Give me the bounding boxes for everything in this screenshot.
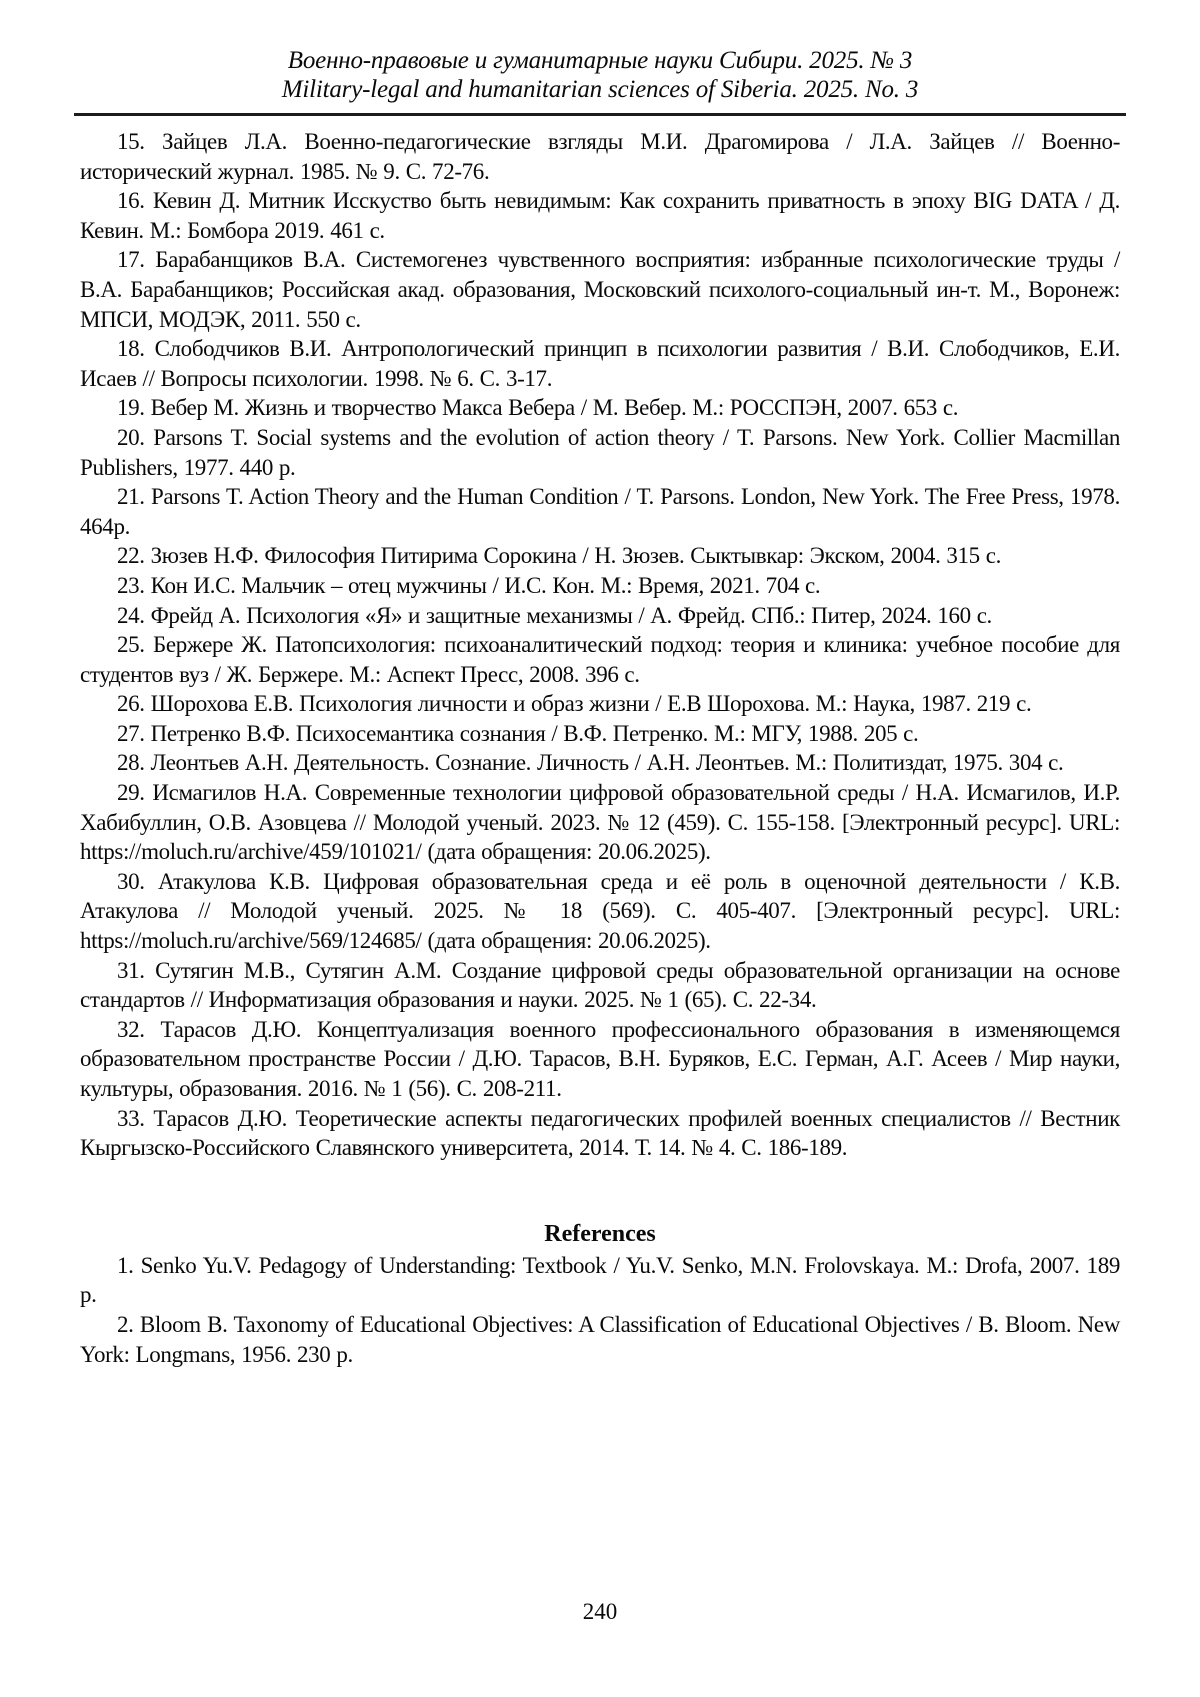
reference-item: 23. Кон И.С. Мальчик – отец мужчины / И.С. Кон. М.: Время, 2021. 704 с.	[117, 572, 821, 598]
reference-item: 22. Зюзев Н.Ф. Философия Питирима Сорокина / Н. Зюзев. Сыктывкар: Экском, 2004. 315 с.	[117, 543, 1001, 569]
reference-item: 26. Шорохова Е.В. Психология личности и образ жизни / Е.В Шорохова. М.: Наука, 1987. 219 с.	[117, 691, 1032, 717]
page-number: 240	[582, 1599, 618, 1624]
reference-item: 33. Тарасов Д.Ю. Теоретические аспекты педагогических профилей военных специалистов // Вестник Кыргызско-Российского Славянского университета, 2014. Т. 14. № 4. С. 186-189.	[80, 1105, 1120, 1161]
reference-item: 1. Senko Yu.V. Pedagogy of Understanding: Textbook / Yu.V. Senko, M.N. Frolovskaya. М.: Drofa, 2007. 189 p.	[80, 1252, 1120, 1308]
reference-item: 19. Вебер М. Жизнь и творчество Макса Вебера / М. Вебер. М.: РОССПЭН, 2007. 653 с.	[117, 395, 959, 421]
reference-item: 32. Тарасов Д.Ю. Концептуализация военного профессионального образования в изменяющемся образовательном пространстве России / Д.Ю. Тарасов, В.Н. Буряков, Е.С. Герман, А.Г. Асеев / Мир науки, культуры, образования. 2016. № 1 (56). С. 208-211.	[80, 1016, 1120, 1101]
reference-item: 21. Parsons T. Action Theory and the Human Condition / T. Parsons. London, New York. The Free Press, 1978. 464p.	[80, 484, 1120, 539]
reference-item: 25. Бержере Ж. Патопсихология: психоаналитический подход: теория и клиника: учебное пособие для студентов вуз / Ж. Бержере. М.: Аспект Пресс, 2008. 396 с.	[80, 632, 1120, 687]
reference-item: 20. Parsons T. Social systems and the evolution of action theory / T. Parsons. New York. Collier Macmillan Publishers, 1977. 440 p.	[80, 424, 1120, 480]
reference-item: 2. Bloom B. Taxonomy of Educational Objectives: A Classification of Educational Objectives / B. Bloom. New York: Longmans, 1956. 230 p.	[80, 1311, 1120, 1367]
references-heading: References	[544, 1220, 656, 1247]
reference-item: 29. Исмагилов Н.А. Современные технологии цифровой образовательной среды / Н.А. Исмагилов, И.Р. Хабибуллин, О.В. Азовцева // Молодой ученый. 2023. № 12 (459). С. 155-158. [Электронный ресурс]. URL: https://moluch.ru/archive/459/101021/ (дата обращения: 20.06.2025).	[80, 780, 1120, 865]
references-list-en	[80, 1251, 1120, 1369]
reference-item: 27. Петренко В.Ф. Психосемантика сознания / В.Ф. Петренко. М.: МГУ, 1988. 205 с.	[117, 720, 919, 746]
reference-item: 16. Кевин Д. Митник Исскуство быть невидимым: Как сохранить приватность в эпоху BIG DATA / Д. Кевин. М.: Бомбора 2019. 461 с.	[80, 188, 1120, 243]
reference-item: 31. Сутягин М.В., Сутягин А.М. Создание цифровой среды образовательной организации на основе стандартов // Информатизация образования и науки. 2025. № 1 (65). С. 22-34.	[80, 957, 1120, 1013]
journal-title-ru: Военно-правовые и гуманитарные науки Сибири. 2025. № 3	[287, 47, 913, 74]
journal-title-en: Military-legal and humanitarian sciences of Siberia. 2025. No. 3	[281, 76, 919, 103]
running-head	[0, 0, 1200, 104]
references-list-ru	[80, 127, 1120, 1369]
reference-item: 24. Фрейд А. Психология «Я» и защитные механизмы / А. Фрейд. СПб.: Питер, 2024. 160 с.	[117, 602, 992, 628]
reference-item: 15. Зайцев Л.А. Военно-педагогические взгляды М.И. Драгомирова / Л.А. Зайцев // Военно-исторический журнал. 1985. № 9. С. 72-76.	[80, 129, 1120, 184]
header-rule	[74, 113, 1126, 116]
reference-item: 30. Атакулова К.В. Цифровая образовательная среда и её роль в оценочной деятельности / К.В. Атакулова // Молодой ученый. 2025. № 18 (569). С. 405-407. [Электронный ресурс]. URL: https://moluch.ru/archive/569/124685/ (дата обращения: 20.06.2025).	[80, 868, 1120, 954]
reference-item: 18. Слободчиков В.И. Антропологический принцип в психологии развития / В.И. Слободчиков, Е.И. Исаев // Вопросы психологии. 1998. № 6. С. 3-17.	[80, 336, 1120, 391]
reference-item: 28. Леонтьев А.Н. Деятельность. Сознание. Личность / А.Н. Леонтьев. М.: Политиздат, 1975. 304 с.	[117, 750, 1064, 776]
reference-item: 17. Барабанщиков В.А. Системогенез чувственного восприятия: избранные психологические труды / В.А. Барабанщиков; Российская акад. образования, Московский психолого-социальный ин-т. М., Воронеж: МПСИ, МОДЭК, 2011. 550 с.	[80, 247, 1120, 332]
